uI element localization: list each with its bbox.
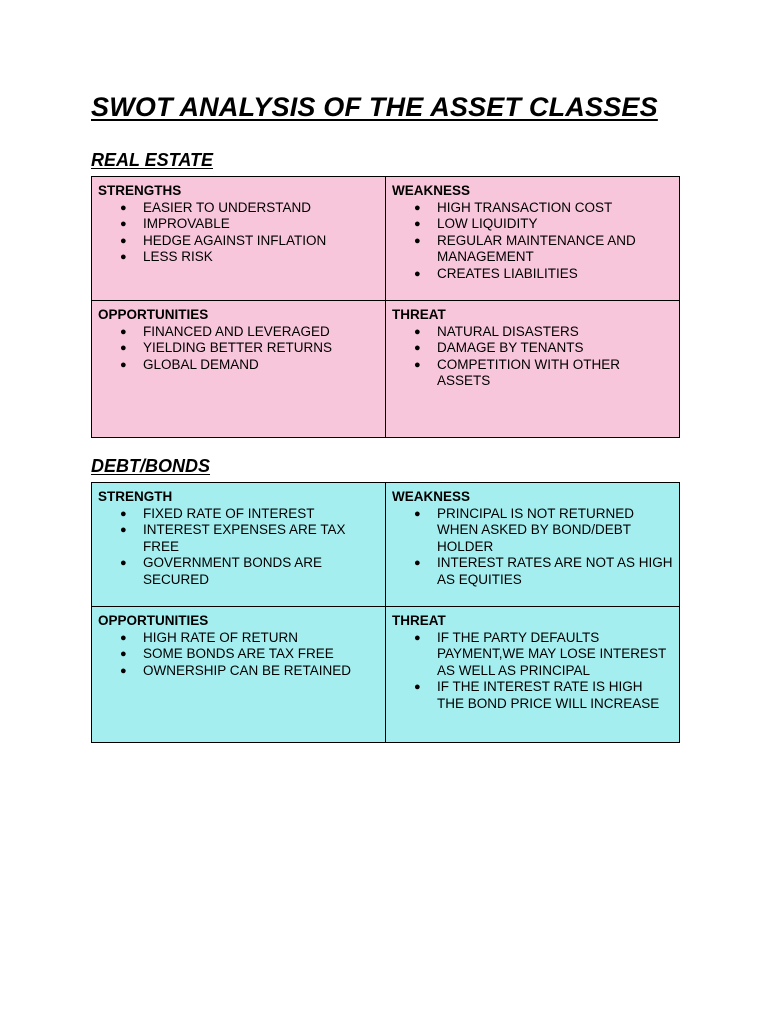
list-item-text: PRINCIPAL IS NOT RETURNED WHEN ASKED BY BOND/DEBT HOLDER [437, 505, 635, 554]
threat-list [392, 324, 673, 390]
list-item-text: GOVERNMENT BONDS ARE SECURED [143, 555, 323, 587]
bullet-icon: ● [414, 681, 421, 693]
bullet-icon: ● [120, 234, 127, 247]
bullet-icon: ● [414, 218, 421, 230]
list-item [98, 216, 379, 233]
bullet-icon: ● [120, 342, 127, 354]
strengths-list [98, 200, 379, 266]
list-item-text: CREATES LIABILITIES [437, 265, 578, 281]
list-item-text: HIGH TRANSACTION COST [437, 199, 613, 215]
bullet-icon: ● [120, 631, 127, 644]
strength-list [98, 506, 379, 589]
list-item-text: IF THE INTEREST RATE IS HIGH THE BOND PRICE WILL INCREASE [437, 679, 660, 711]
threat-list [392, 630, 673, 713]
bullet-icon: ● [120, 218, 127, 230]
list-item [98, 340, 379, 357]
section-heading-debt-bonds: DEBT/BONDS [91, 456, 211, 476]
bullet-icon: ● [414, 507, 421, 520]
list-item [98, 646, 379, 663]
list-item-text: LESS RISK [143, 249, 213, 264]
list-item [392, 555, 673, 588]
list-item [98, 249, 379, 266]
bullet-icon: ● [414, 631, 421, 644]
bullet-icon: ● [120, 648, 127, 660]
bullet-icon: ● [414, 358, 421, 371]
weakness-list [392, 200, 673, 283]
list-item-text: COMPETITION WITH OTHER ASSETS [437, 356, 620, 388]
list-item [392, 506, 673, 556]
opportunities-list [98, 630, 379, 680]
bullet-icon: ● [120, 358, 127, 371]
list-item-text: OWNERSHIP CAN BE RETAINED [143, 662, 352, 678]
list-item [98, 522, 379, 555]
list-item-text: DAMAGE BY TENANTS [437, 340, 584, 355]
list-item-text: GLOBAL DEMAND [143, 356, 259, 372]
real-estate-strengths-cell [92, 177, 386, 301]
real-estate-weakness-cell [386, 177, 680, 301]
list-item-text: IMPROVABLE [143, 216, 230, 231]
bullet-icon: ● [120, 524, 127, 536]
bullet-icon: ● [414, 557, 421, 569]
document-title: SWOT ANALYSIS OF THE ASSET CLASSES [91, 92, 658, 122]
opportunities-title: OPPORTUNITIES [98, 307, 209, 322]
bullet-icon: ● [120, 557, 127, 569]
real-estate-opportunities-cell [92, 301, 386, 438]
list-item [392, 200, 673, 217]
list-item-text: REGULAR MAINTENANCE AND MANAGEMENT [437, 232, 636, 264]
bullet-icon: ● [414, 342, 421, 354]
bullet-icon: ● [414, 325, 421, 338]
bullet-icon: ● [414, 201, 421, 214]
list-item [392, 630, 673, 680]
threat-title: THREAT [392, 613, 446, 628]
list-item [392, 679, 673, 712]
opportunities-list [98, 324, 379, 374]
debt-threat-cell [386, 607, 680, 743]
list-item [392, 266, 673, 283]
bullet-icon: ● [120, 507, 127, 520]
list-item [98, 233, 379, 250]
real-estate-threat-cell [386, 301, 680, 438]
threat-title: THREAT [392, 307, 446, 322]
debt-bonds-swot-table [91, 482, 680, 743]
bullet-icon: ● [120, 251, 127, 263]
bullet-icon: ● [414, 267, 421, 280]
list-item [98, 200, 379, 217]
list-item-text: NATURAL DISASTERS [437, 323, 579, 339]
bullet-icon: ● [120, 664, 127, 677]
list-item [392, 216, 673, 233]
list-item [392, 324, 673, 341]
section-heading-real-estate: REAL ESTATE [91, 150, 214, 170]
list-item [392, 340, 673, 357]
list-item-text: FIXED RATE OF INTEREST [143, 505, 315, 521]
list-item-text: YIELDING BETTER RETURNS [143, 340, 333, 355]
debt-strength-cell [92, 483, 386, 607]
debt-weakness-cell [386, 483, 680, 607]
list-item-text: EASIER TO UNDERSTAND [143, 199, 312, 215]
list-item-text: INTEREST RATES ARE NOT AS HIGH AS EQUITIES [437, 555, 673, 587]
list-item [98, 357, 379, 374]
list-item-text: SOME BONDS ARE TAX FREE [143, 646, 334, 661]
debt-opportunities-cell [92, 607, 386, 743]
strengths-title: STRENGTHS [98, 183, 182, 198]
weakness-title: WEAKNESS [392, 183, 471, 198]
list-item-text: FINANCED AND LEVERAGED [143, 323, 330, 339]
list-item-text: LOW LIQUIDITY [437, 216, 538, 231]
list-item [392, 233, 673, 266]
list-item [98, 630, 379, 647]
bullet-icon: ● [120, 325, 127, 338]
list-item-text: IF THE PARTY DEFAULTS PAYMENT,WE MAY LOSE INTEREST AS WELL AS PRINCIPAL [437, 629, 667, 678]
bullet-icon: ● [414, 234, 421, 247]
real-estate-swot-table [91, 176, 680, 438]
list-item-text: HEDGE AGAINST INFLATION [143, 232, 327, 248]
list-item [392, 357, 673, 390]
bullet-icon: ● [120, 201, 127, 214]
list-item [98, 555, 379, 588]
list-item [98, 324, 379, 341]
list-item [98, 506, 379, 523]
weakness-list [392, 506, 673, 589]
strength-title: STRENGTH [98, 489, 173, 504]
weakness-title: WEAKNESS [392, 489, 471, 504]
opportunities-title: OPPORTUNITIES [98, 613, 209, 628]
list-item-text: HIGH RATE OF RETURN [143, 629, 298, 645]
list-item [98, 663, 379, 680]
list-item-text: INTEREST EXPENSES ARE TAX FREE [143, 522, 346, 554]
